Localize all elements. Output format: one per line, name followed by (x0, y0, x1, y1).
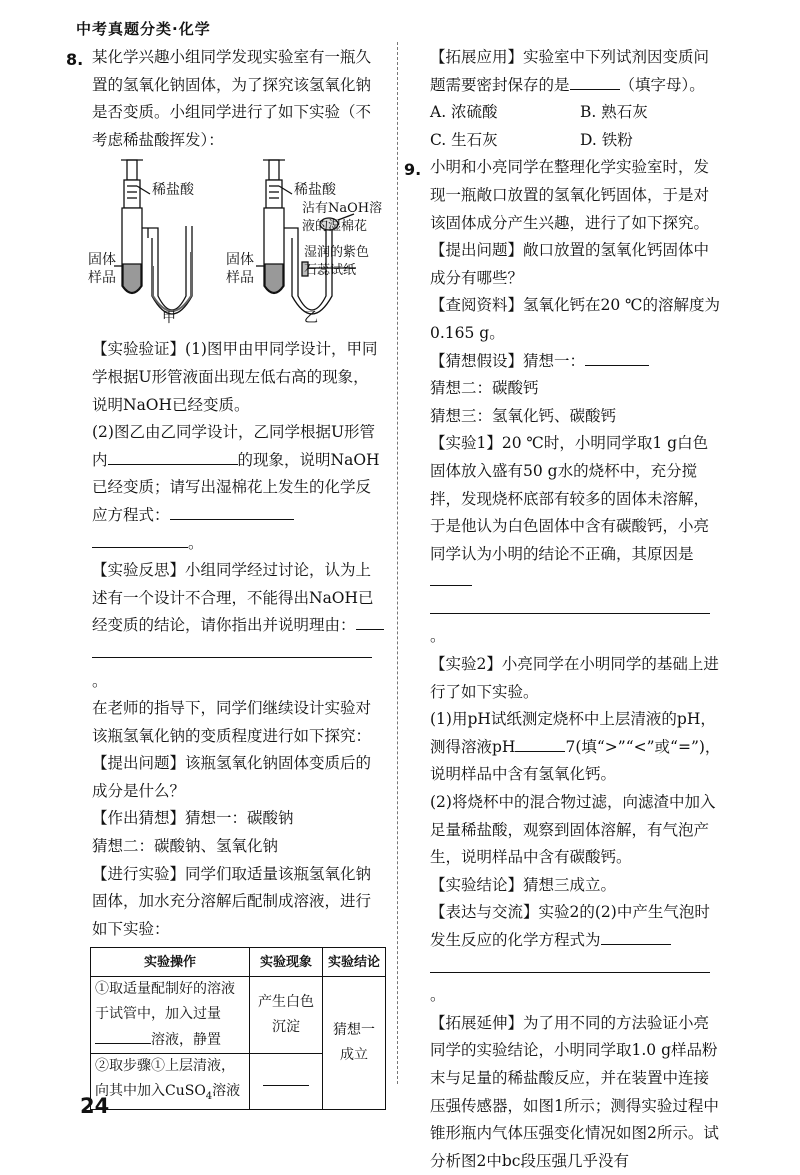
q9-exp1-paragraph (430, 430, 722, 651)
question-paragraph (92, 750, 384, 805)
guess-1: 猜想一：碳酸钠 (185, 809, 294, 828)
right-column (430, 44, 722, 1175)
option-d: D. 铁粉 (580, 130, 633, 149)
page-number: 24 (80, 1094, 110, 1118)
q9-exp2-1b: 7(填“>”“<”或“=”)，说明样品中含有氢氧化钙。 (430, 737, 721, 784)
table-cell (91, 977, 250, 1054)
table-cell (91, 1054, 250, 1110)
label-cotton-1: 沾有NaOH溶 (302, 201, 383, 217)
verify-text-2b: 的现象，说明NaOH已经变质；请写出湿棉花上发生的化学反应方程式： (92, 450, 380, 524)
label-acid-left: 稀盐酸 (152, 182, 194, 199)
question-8-number: 8. (66, 50, 84, 69)
apparatus-figure (88, 156, 384, 332)
q9-extend: 为了用不同的方法验证小亮同学的实验结论，小明同学取1.0 g样品粉末与足量的稀盐酸反应，并在装置中连接压强传感器，如图1所示；测得实验过程中锥形瓶内气体压强变化情况如图2所示。试分析图2中bc段压强几乎没有 (430, 1013, 719, 1170)
period-3: 。 (430, 627, 446, 646)
answer-blank-reason-q9[interactable] (430, 569, 472, 586)
answer-blank-equation-2b[interactable] (430, 956, 710, 973)
period-2: 。 (92, 671, 108, 690)
period-4: 。 (430, 986, 446, 1005)
reflect-paragraph (92, 557, 384, 695)
answer-blank-reason-b[interactable] (92, 641, 372, 658)
answer-blank-letter[interactable] (570, 73, 620, 90)
label-acid-right: 稀盐酸 (294, 182, 336, 199)
option-b: B. 熟石灰 (580, 103, 648, 122)
row2-op-b: 溶液 (212, 1083, 241, 1100)
q9-hypo-tag: 【猜想假设】 (430, 351, 524, 370)
extension-paragraph (430, 44, 722, 99)
q9-hypo-paragraph (430, 348, 722, 376)
q9-exp1-tag: 【实验1】 (430, 434, 502, 453)
reflect-text: 小组同学经过讨论，认为上述有一个设计不合理，不能得出NaOH已经变质的结论，请你指出并说明理由： (92, 561, 374, 635)
q9-question-tag: 【提出问题】 (430, 241, 524, 260)
verify-paragraph-2 (92, 419, 384, 557)
question-9-number: 9. (404, 160, 422, 179)
question-tag: 【提出问题】 (92, 754, 186, 773)
table-header: 实验现象 (250, 948, 323, 977)
table-header: 实验操作 (91, 948, 250, 977)
q9-hypo-1: 猜想一： (523, 351, 586, 370)
answer-blank-reason-q9b[interactable] (430, 597, 710, 614)
row1-op-b: 溶液，静置 (151, 1032, 221, 1049)
q9-exp2-2: (2)将烧杯中的混合物过滤，向滤渣中加入足量稀盐酸，观察到固体溶解，有气泡产生，说明样品中含有碳酸钙。 (430, 793, 716, 867)
answer-blank-equation-1[interactable] (170, 503, 294, 520)
answer-blank-reason[interactable] (356, 613, 384, 630)
label-solid-left-1: 固体 (88, 252, 116, 269)
label-paper-2: 石蕊试纸 (304, 263, 357, 279)
label-cotton-2: 液的湿棉花 (302, 219, 368, 235)
label-solid-left-2: 样品 (88, 270, 116, 287)
guidance-text: 在老师的指导下，同学们继续设计实验对该瓶氢氧化钠的变质程度进行如下探究： (92, 699, 372, 745)
q9-hypo-2: 猜想二：碳酸钙 (430, 379, 539, 398)
q9-conclusion: 猜想三成立。 (523, 875, 617, 894)
q9-extend-paragraph (430, 1010, 722, 1175)
verify-text-1: (1)图甲由甲同学设计，甲同学根据U形管液面出现左低右高的现象，说明NaOH已经变质。 (92, 340, 378, 414)
answer-blank-u-tube[interactable] (108, 448, 238, 465)
row1-op-a: ①取适量配制好的溶液于试管中，加入过量 (95, 981, 235, 1023)
caption-left: 甲 (162, 310, 176, 327)
answer-blank-equation-1b[interactable] (92, 531, 188, 548)
guess-2: 猜想二：碳酸钠、氢氧化钠 (92, 837, 279, 856)
guess-paragraph (92, 805, 384, 833)
verify-paragraph-1 (92, 336, 384, 419)
table-cell: 产生白色沉淀 (250, 977, 323, 1054)
q9-intro: 小明和小亮同学在整理化学实验室时，发现一瓶敞口放置的氢氧化钙固体，于是对该固体成分产生兴趣，进行了如下探究。 (430, 158, 710, 232)
experiment-tag: 【进行实验】 (92, 864, 186, 883)
q9-exp1: 20 ℃时，小明同学取1 g白色固体放入盛有50 g水的烧杯中，充分搅拌，发现烧杯底部有较多的固体未溶解，于是他认为白色固体中含有碳酸钙，小亮同学认为小明的结论不正确，其原因是 (430, 434, 710, 563)
verify-text-2a: (2)图乙由乙同学设计，乙同学根据U形管内 (92, 423, 376, 469)
column-divider (397, 42, 398, 1084)
extension-tag: 【拓展应用】 (430, 48, 524, 66)
q9-question: 敞口放置的氢氧化钙固体中成分有哪些？ (430, 241, 710, 287)
q9-exp2-1 (430, 706, 722, 789)
q9-hypo-3: 猜想三：氢氧化钙、碳酸钙 (430, 406, 617, 425)
q9-extend-tag: 【拓展延伸】 (430, 1013, 524, 1032)
left-column (88, 44, 384, 1110)
table-header-row (91, 948, 386, 977)
label-paper-1: 湿润的紫色 (304, 245, 370, 261)
row2-op-a: ②取步骤①上层清液，向其中加入CuSO (95, 1058, 235, 1100)
answer-blank-hypothesis[interactable] (585, 349, 649, 366)
q9-conclusion-paragraph (430, 872, 722, 900)
q9-express-paragraph (430, 899, 722, 1009)
label-solid-right-1: 固体 (226, 252, 254, 269)
page-header: 中考真题分类·化学 (76, 20, 211, 38)
q9-lookup: 氢氧化钙在20 ℃的溶解度为0.165 g。 (430, 296, 721, 342)
table-header: 实验结论 (323, 948, 386, 977)
answer-blank-reagent[interactable] (95, 1027, 151, 1044)
q9-exp2-paragraph (430, 651, 722, 706)
q9-exp2-intro: 小亮同学在小明同学的基础上进行了如下实验。 (430, 655, 719, 701)
extension-options (430, 99, 722, 154)
option-c: C. 生石灰 (430, 130, 498, 149)
answer-blank-ph[interactable] (515, 735, 565, 752)
experiment-text: 同学们取适量该瓶氢氧化钠固体，加水充分溶解后配制成溶液，进行如下实验： (92, 864, 372, 938)
table-cell (250, 1054, 323, 1110)
reflect-tag: 【实验反思】 (92, 561, 186, 580)
answer-blank-equation-2[interactable] (601, 928, 671, 945)
q8-intro: 某化学兴趣小组同学发现实验室有一瓶久置的氢氧化钠固体，为了探究该氢氧化钠是否变质。小组同学进行了如下实验（不考虑稀盐酸挥发）： (92, 48, 372, 149)
experiment-table (90, 947, 386, 1110)
q9-lookup-tag: 【查阅资料】 (430, 296, 524, 315)
q9-express: 实验2的(2)中产生气泡时发生反应的化学方程式为 (430, 903, 710, 949)
experiment-paragraph (92, 861, 384, 944)
table-row (91, 977, 386, 1054)
row2-op-sub: 4 (205, 1091, 213, 1103)
extension-text-b: （填字母）。 (619, 75, 705, 94)
caption-right: 乙 (304, 310, 318, 327)
period-1: 。 (188, 533, 204, 552)
q9-express-tag: 【表达与交流】 (430, 903, 539, 922)
q9-exp2-tag: 【实验2】 (430, 655, 502, 674)
table-cell: 猜想一成立 (323, 977, 386, 1110)
label-solid-right-2: 样品 (226, 270, 254, 287)
extension-text-a: 实验室中下列试剂因变质问题需要密封保存的是 (430, 48, 710, 94)
q9-exp2-1a: (1)用pH试纸测定烧杯中上层清液的pH，测得溶液pH (430, 710, 716, 756)
question-text: 该瓶氢氧化钠固体变质后的成分是什么？ (92, 754, 372, 800)
answer-blank-phenomenon[interactable] (263, 1069, 309, 1086)
q9-lookup-paragraph (430, 292, 722, 347)
verify-tag: 【实验验证】 (92, 340, 186, 359)
option-a: A. 浓硫酸 (430, 103, 498, 122)
guess-tag: 【作出猜想】 (92, 809, 186, 828)
q9-question-paragraph (430, 237, 722, 292)
q9-conclusion-tag: 【实验结论】 (430, 875, 524, 894)
